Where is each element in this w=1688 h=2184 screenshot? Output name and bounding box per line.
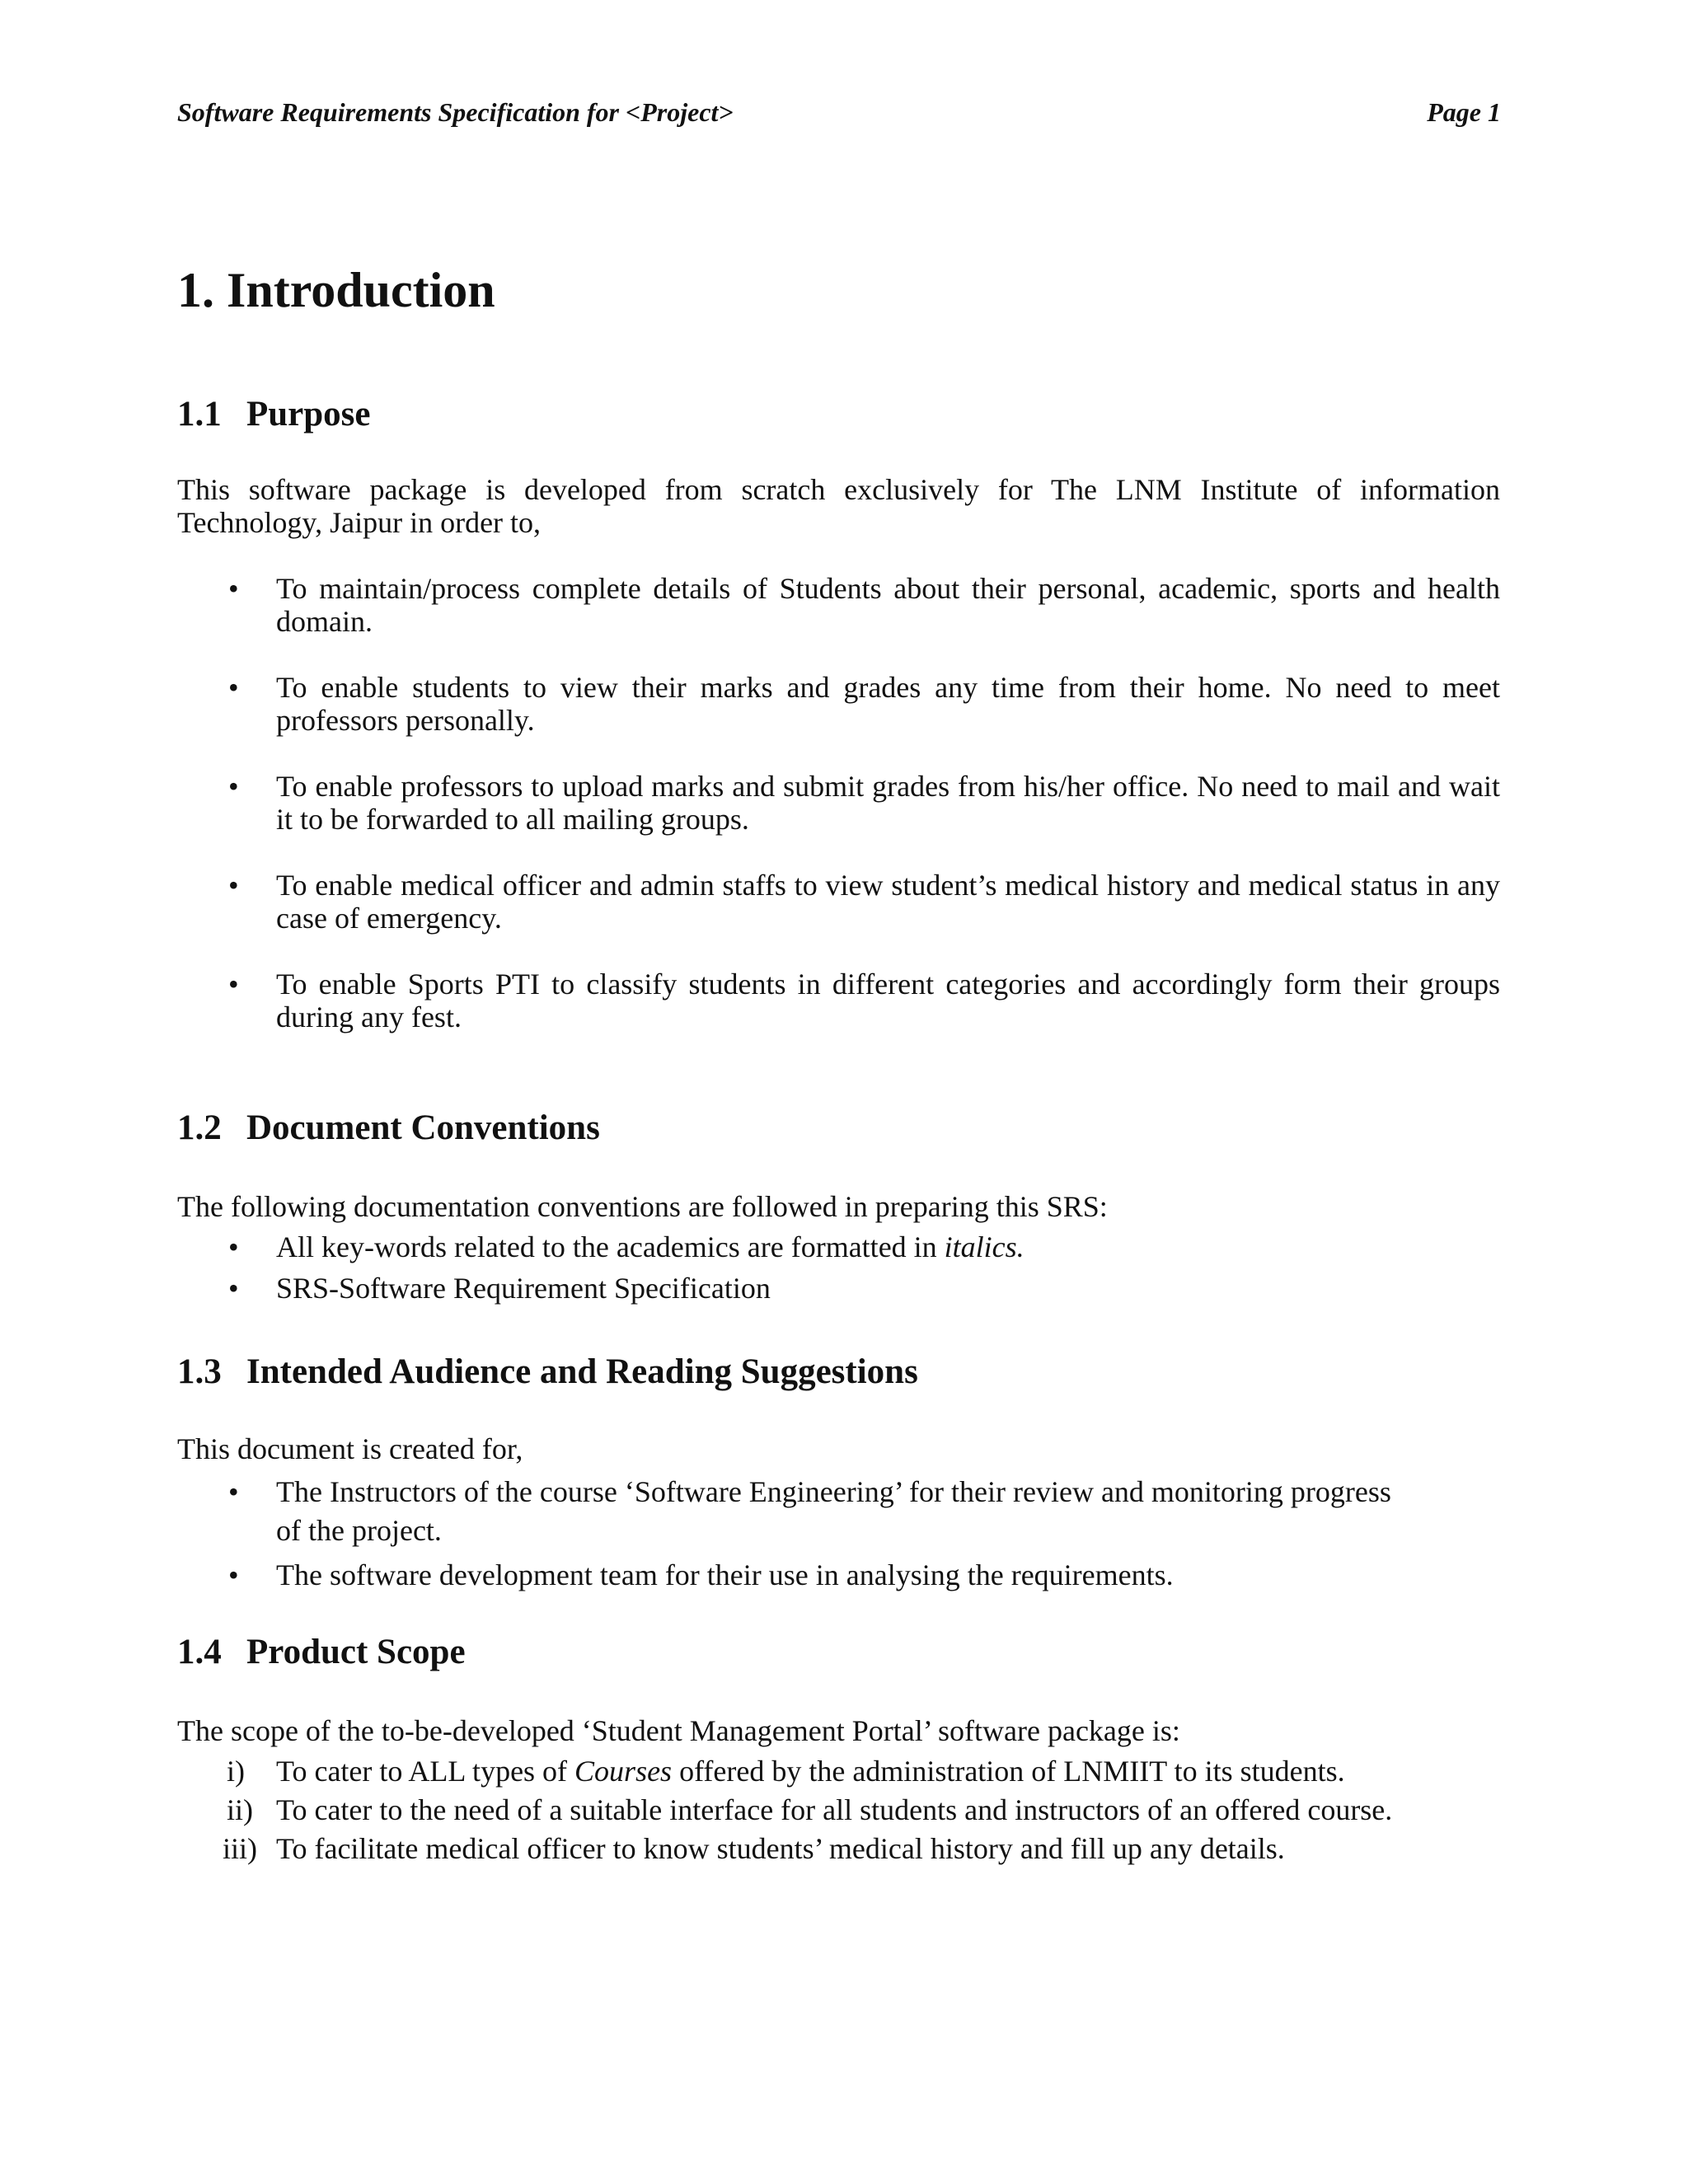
list-item-text: All key-words related to the academics are formatted in (276, 1230, 945, 1263)
list-item-text: To cater to the need of a suitable interface for all students and instructors of an offered course. (276, 1793, 1393, 1826)
list-item (177, 671, 1500, 737)
list-item-text: To facilitate medical officer to know students’ medical history and fill up any details. (276, 1832, 1285, 1865)
list-item (177, 968, 1500, 1033)
heading-number: 1.1 (177, 395, 222, 434)
running-header-page: Page 1 (1427, 97, 1501, 127)
purpose-intro: This software package is developed from scratch exclusively for The LNM Institute of information Technology, Jaipur in order to, (177, 473, 1500, 539)
scope-intro: The scope of the to-be-developed ‘Student Management Portal’ software package is: (177, 1714, 1180, 1747)
conventions-bullet-list (177, 1230, 1500, 1313)
list-item-text: SRS-Software Requirement Specification (276, 1272, 771, 1305)
bullet-icon: • (228, 572, 239, 605)
bullet-icon: • (228, 968, 239, 1001)
list-item-text-tail: offered by the administration of LNMIIT to its students. (672, 1755, 1345, 1788)
list-item (177, 770, 1500, 836)
list-item (177, 1830, 1488, 1868)
scope-numbered-list (177, 1752, 1488, 1868)
heading-text: Document Conventions (246, 1108, 600, 1147)
conventions-intro: The following documentation conventions are followed in preparing this SRS: (177, 1190, 1108, 1223)
audience-intro: This document is created for, (177, 1432, 523, 1465)
list-item (177, 1230, 1500, 1263)
bullet-icon: • (228, 770, 239, 803)
heading-intended-audience (177, 1352, 918, 1392)
list-item-text: The Instructors of the course ‘Software Engineering’ for their review and monitoring progress of the project. (276, 1475, 1391, 1547)
list-item (177, 1752, 1488, 1791)
bullet-icon: • (228, 671, 239, 704)
italic-keyword: Courses (574, 1755, 673, 1788)
list-item-text: To maintain/process complete details of Students about their personal, academic, sports and health domain. (276, 572, 1500, 638)
heading-text: Product Scope (246, 1633, 466, 1671)
heading-number: 1.4 (177, 1633, 222, 1671)
heading-text: Intended Audience and Reading Suggestions (246, 1352, 918, 1391)
list-item (177, 1558, 1414, 1591)
list-item-text: To enable professors to upload marks and submit grades from his/her office. No need to mail and wait it to be forwarded to all mailing groups. (276, 770, 1500, 836)
section-1-heading: 1. Introduction (177, 263, 495, 317)
heading-number: 1.3 (177, 1352, 222, 1391)
bullet-icon: • (228, 1475, 239, 1508)
list-item-text: The software development team for their use in analysing the requirements. (276, 1558, 1174, 1591)
bullet-icon: • (228, 869, 239, 902)
heading-text: Purpose (246, 395, 371, 434)
list-item (177, 1473, 1414, 1550)
list-item-number: ii) (227, 1793, 253, 1826)
list-item-text: To enable medical officer and admin staffs to view student’s medical history and medical status in any case of emergency. (276, 869, 1500, 935)
list-item-text: To enable students to view their marks and grades any time from their home. No need to meet professors personally. (276, 671, 1500, 737)
heading-document-conventions (177, 1108, 600, 1148)
list-item (177, 869, 1500, 935)
bullet-icon: • (228, 1272, 239, 1305)
heading-number: 1.2 (177, 1108, 222, 1147)
bullet-icon: • (228, 1558, 239, 1591)
italic-keyword: italics. (944, 1230, 1025, 1263)
list-item (177, 1791, 1488, 1830)
list-item-number: i) (227, 1755, 245, 1788)
purpose-bullet-list (177, 572, 1500, 1066)
bullet-icon: • (228, 1230, 239, 1263)
list-item-text: To enable Sports PTI to classify students in different categories and accordingly form their groups during any fest. (276, 968, 1500, 1033)
list-item-number: iii) (223, 1832, 257, 1865)
list-item-text: To cater to ALL types of (276, 1755, 575, 1788)
audience-bullet-list (177, 1473, 1414, 1600)
list-item (177, 1272, 1500, 1305)
list-item (177, 572, 1500, 638)
heading-product-scope (177, 1632, 466, 1672)
running-header-title: Software Requirements Specification for <Project> (177, 97, 734, 127)
heading-purpose (177, 394, 371, 434)
